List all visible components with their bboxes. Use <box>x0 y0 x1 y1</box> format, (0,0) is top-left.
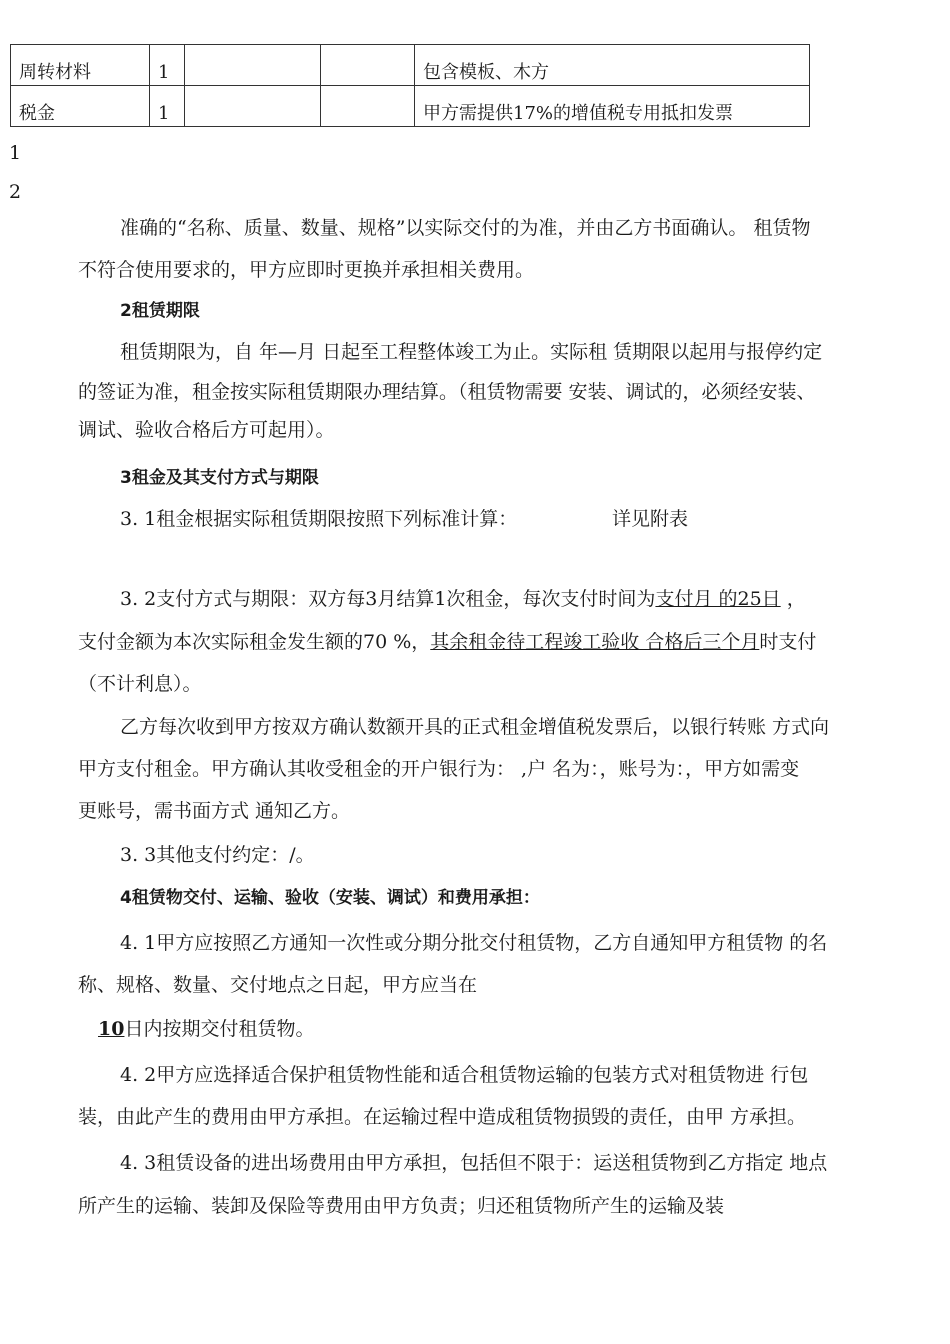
payment-date: 支付月 的25日 <box>655 588 781 610</box>
table-cell-qty: 1 <box>150 45 185 86</box>
materials-table <box>10 44 810 127</box>
text-run: 时支付 <box>759 631 817 653</box>
paragraph-line: 调试、验收合格后方可起用）。 <box>78 419 335 441</box>
table-cell-empty <box>321 86 415 127</box>
text-run: 支付金额为本次实际租金发生额的70 %， <box>78 631 431 653</box>
paragraph-line <box>120 587 806 611</box>
paragraph-line: 甲方支付租金。甲方确认其收受租金的开户银行为： ,户 名为：，账号为：，甲方如需变 <box>78 758 800 780</box>
paragraph-line <box>78 630 816 654</box>
paragraph-line: 的签证为准，租金按实际租赁期限办理结算。（租赁物需要 安装、调试的，必须经安装、 <box>78 381 816 403</box>
section-heading: 2租赁期限 <box>120 301 200 321</box>
page-number: 1 <box>9 142 22 164</box>
text-run: 日内按期交付租赁物。 <box>124 1018 315 1040</box>
remaining-rent-term: 其余租金待工程竣工验收 合格后三个月 <box>430 631 760 653</box>
table-row <box>11 45 810 86</box>
paragraph-line: 准确的“名称、质量、数量、规格”以实际交付的为准，并由乙方书面确认。 租赁物 <box>120 217 811 239</box>
rent-standard-value: 详见附表 <box>612 508 689 530</box>
paragraph-line: （不计利息）。 <box>78 673 202 695</box>
paragraph-line: 租赁期限为，自 年—月 日起至工程整体竣工为止。实际租 赁期限以起用与报停约定 <box>120 341 823 363</box>
table-cell-empty <box>185 86 321 127</box>
section-heading: 4租赁物交付、运输、验收（安装、调试）和费用承担： <box>120 888 540 908</box>
paragraph-line: 不符合使用要求的，甲方应即时更换并承担相关费用。 <box>78 259 535 281</box>
text-run: 3. 2支付方式与期限：双方每3月结算1次租金，每次支付时间为 <box>120 588 656 610</box>
table-cell-empty <box>185 45 321 86</box>
paragraph-line <box>98 1017 314 1041</box>
text-run: ， <box>780 588 806 610</box>
paragraph-line: 称、规格、数量、交付地点之日起，甲方应当在 <box>78 974 478 996</box>
paragraph-line: 更账号，需书面方式 通知乙方。 <box>78 800 351 822</box>
table-cell-qty: 1 <box>150 86 185 127</box>
table-cell-name: 税金 <box>11 86 150 127</box>
section-heading: 3租金及其支付方式与期限 <box>120 468 319 488</box>
table-cell-note: 包含模板、木方 <box>415 45 810 86</box>
paragraph-line: 3. 1租金根据实际租赁期限按照下列标准计算： <box>120 508 518 530</box>
table-row <box>11 86 810 127</box>
paragraph-line: 乙方每次收到甲方按双方确认数额开具的正式租金增值税发票后，以银行转账 方式向 <box>120 716 830 738</box>
paragraph-line: 4. 2甲方应选择适合保护租赁物性能和适合租赁物运输的包装方式对租赁物进 行包 <box>120 1064 809 1086</box>
table-cell-empty <box>321 45 415 86</box>
paragraph-line: 4. 1甲方应按照乙方通知一次性或分期分批交付租赁物，乙方自通知甲方租赁物 的名 <box>120 932 828 954</box>
table-cell-name: 周转材料 <box>11 45 150 86</box>
paragraph-line: 4. 3租赁设备的进出场费用由甲方承担，包括但不限于：运送租赁物到乙方指定 地点 <box>120 1152 828 1174</box>
delivery-days: 10 <box>98 1018 125 1040</box>
paragraph-line: 所产生的运输、装卸及保险等费用由甲方负责；归还租赁物所产生的运输及装 <box>78 1195 725 1217</box>
page-number: 2 <box>9 181 22 203</box>
table-cell-note: 甲方需提供17%的增值税专用抵扣发票 <box>415 86 810 127</box>
paragraph-line: 装，由此产生的费用由甲方承担。在运输过程中造成租赁物损毁的责任，由甲 方承担。 <box>78 1106 807 1128</box>
paragraph-line: 3. 3其他支付约定：/。 <box>120 844 315 866</box>
